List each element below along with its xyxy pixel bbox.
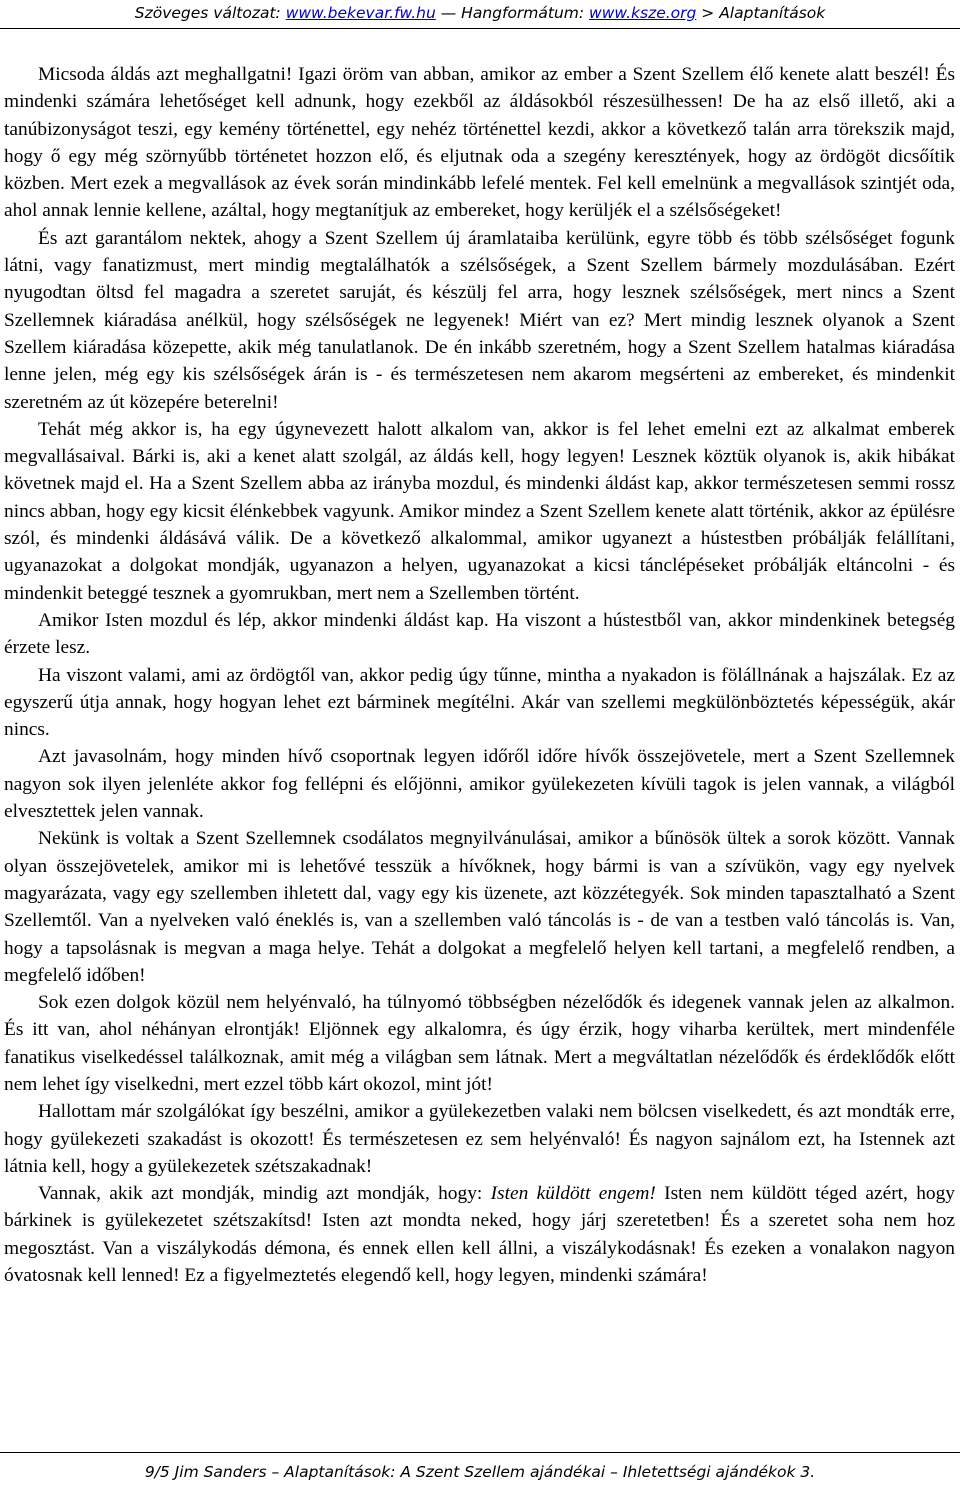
header-divider	[0, 28, 960, 29]
paragraph	[4, 1180, 955, 1289]
document-body	[4, 61, 955, 1289]
page-header	[0, 0, 960, 30]
paragraph	[4, 825, 955, 989]
paragraph-text: És azt garantálom nektek, ahogy a Szent Szellem új áramlataiba kerülünk, egyre több és több szélsőséget fogunk látni, vagy fanatizmust, mert mindig megtalálhatók a szélsőségek, a Szent Szellem bármely mozdulásában. Ezért nyugodtan öltsd fel magadra a szeretet saruját, és készülj fel arra, hogy lesznek szélsőségek, mert nincs a Szent Szellemnek kiáradása anélkül, hogy szélsőségek ne legyenek! Miért van ez? Mert mindig lesznek olyanok a Szent Szellem kiáradása közepette, akik még tanulatlanok. De én inkább szeretném, hogy a Szent Szellem hatalmas kiáradása lenne jelen, még egy kis szélsőségek árán is - és természetesen nem akarom megsérteni az embereket, és mindenkit szeretném az út közepére beterelni!	[4, 227, 955, 413]
paragraph-text: Azt javasolnám, hogy minden hívő csoportnak legyen időről időre hívők összejövetele, mert a Szent Szellemnek nagyon sok ilyen jelenléte akkor fog fellépni és előjönni, amikor gyülekezeten kívüli tagok is jelen vannak, a világból elvesztettek jelen vannak.	[4, 746, 955, 823]
paragraph	[4, 743, 955, 825]
header-prefix: Szöveges változat:	[134, 4, 286, 22]
header-link-ksze[interactable]: www.ksze.org	[589, 4, 697, 22]
paragraph-text: Vannak, akik azt mondják, mindig azt mondják, hogy:	[38, 1183, 491, 1205]
paragraph	[4, 989, 955, 1098]
paragraph	[4, 1098, 955, 1180]
paragraph	[4, 607, 955, 662]
paragraph-text: Hallottam már szolgálókat így beszélni, amikor a gyülekezetben valaki nem bölcsen viselkedett, és azt mondták erre, hogy gyülekezeti szakadást is okozott! És természetesen ez sem helyénvaló! És nagyon sajnálom ezt, ha Istennek azt látnia kell, hogy a gyülekezetek szétszakadnak!	[4, 1101, 955, 1177]
paragraph	[4, 61, 955, 225]
header-link-bekevar[interactable]: www.bekevar.fw.hu	[285, 4, 436, 22]
header-middle: — Hangformátum:	[435, 4, 590, 22]
page-footer: 9/5 Jim Sanders – Alaptanítások: A Szent Szellem ajándékai – Ihletettségi ajándékok 3.	[144, 1463, 816, 1481]
paragraph-text: Micsoda áldás azt meghallgatni! Igazi öröm van abban, amikor az ember a Szent Szellem élő kenete alatt beszél! És mindenki számára lehetőséget kell adnunk, hogy ezekből az áldásokból részesülhessen! De ha az első illető, aki a tanúbizonyságot teszi, egy kemény történettel, egy nehéz történettel kezdi, akkor a következő talán arra törekszik majd, hogy ő egy még szörnyűbb történetet hozzon elő, és eljutnak oda a szegény keresztények, hogy az ördögöt dicsőítik közben. Mert ezek a megvallások az évek során mindinkább lefelé mentek. Fel kell emelnünk a megvallások szintjét oda, ahol annak lennie kellene, azáltal, hogy megtanítjuk az embereket, hogy kerüljék el a szélsőségeket!	[4, 64, 955, 222]
emphasized-text: Isten küldött engem!	[490, 1183, 656, 1205]
paragraph	[4, 416, 955, 607]
header-suffix: > Alaptanítások	[696, 4, 826, 22]
paragraph	[4, 662, 955, 744]
footer-divider	[0, 1452, 960, 1453]
paragraph-text: Isten nem küldött téged azért, hogy bárkinek is gyülekezetet szétszakítsd! Isten azt mondta neked, hogy járj szeretetben! És a szeretet soha nem hoz megosztást. Van a viszálykodás démona, és ennek ellen kell állni, a viszálykodásnak! És ezeken a vonalakon nagyon óvatosnak kell lenned! Ez a figyelmeztetés elegendő kell, hogy legyen, mindenki számára!	[4, 1183, 955, 1287]
paragraph-text: Sok ezen dolgok közül nem helyénvaló, ha túlnyomó többségben nézelődők és idegenek vannak jelen az alkalmon. És itt van, ahol néhányan elrontják! Eljönnek egy alkalomra, és úgy érzik, hogy viharba kerültek, mert mindenféle fanatikus viselkedéssel találkoznak, amit még a világban sem látnak. Mert a megváltatlan nézelődők és érdeklődők előtt nem lehet így viselkedni, mert ezzel több kárt okozol, mint jót!	[4, 992, 955, 1095]
paragraph-text: Tehát még akkor is, ha egy úgynevezett halott alkalom van, akkor is fel lehet emelni ezt az alkalmat emberek megvallásaival. Bárki is, aki a kenet alatt szolgál, az áldás kell, hogy legyen! Lesznek köztük olyanok is, akik hibákat követnek majd el. Ha a Szent Szellem abba az irányba mozdul, és mindenki áldást kap, akkor természetesen semmi rossz nincs abban, hogy egy kicsit élénkebbek vagyunk. Amikor mindez a Szent Szellem kenete alatt történik, akkor az épülésre szól, és mindenki áldásává válik. De a következő alkalommal, amikor ugyanezt a hústestben próbálják felállítani, ugyanazokat a dolgokat mondják, ugyanazon a helyen, ugyanazokat a kicsi tánclépéseket próbálják eltáncolni - és mindenkit beteggé tesznek a gyomrukban, mert nem a Szellemben történt.	[4, 418, 955, 604]
paragraph	[4, 225, 955, 416]
paragraph-text: Nekünk is voltak a Szent Szellemnek csodálatos megnyilvánulásai, amikor a bűnösök ültek a sorok között. Vannak olyan összejövetelek, amikor mi is lehetővé tesszük a hívőknek, hogy bármi is van a szívükön, vagy egy nyelvek magyarázata, vagy egy szellemben ihletett dal, vagy egy kis üzenete, azt közzétegyék. Sok minden tapasztalható a Szent Szellemtől. Van a nyelveken való éneklés is, van a szellemben való táncolás is - de van a testben való táncolás is. Van, hogy a tapsolásnak is megvan a maga helye. Tehát a dolgokat a megfelelő helyen kell tartani, a megfelelő rendben, a megfelelő időben!	[4, 828, 955, 986]
paragraph-text: Ha viszont valami, ami az ördögtől van, akkor pedig úgy tűnne, mintha a nyakadon is fölállnának a hajszálak. Ez az egyszerű útja annak, hogy hogyan lehet ezt bárminek megítélni. Akár van szellemi megkülönböztetés képességük, akár nincs.	[4, 664, 955, 741]
paragraph-text: Amikor Isten mozdul és lép, akkor mindenki áldást kap. Ha viszont a hústestből van, akkor mindenkinek betegség érzete lesz.	[4, 609, 955, 659]
